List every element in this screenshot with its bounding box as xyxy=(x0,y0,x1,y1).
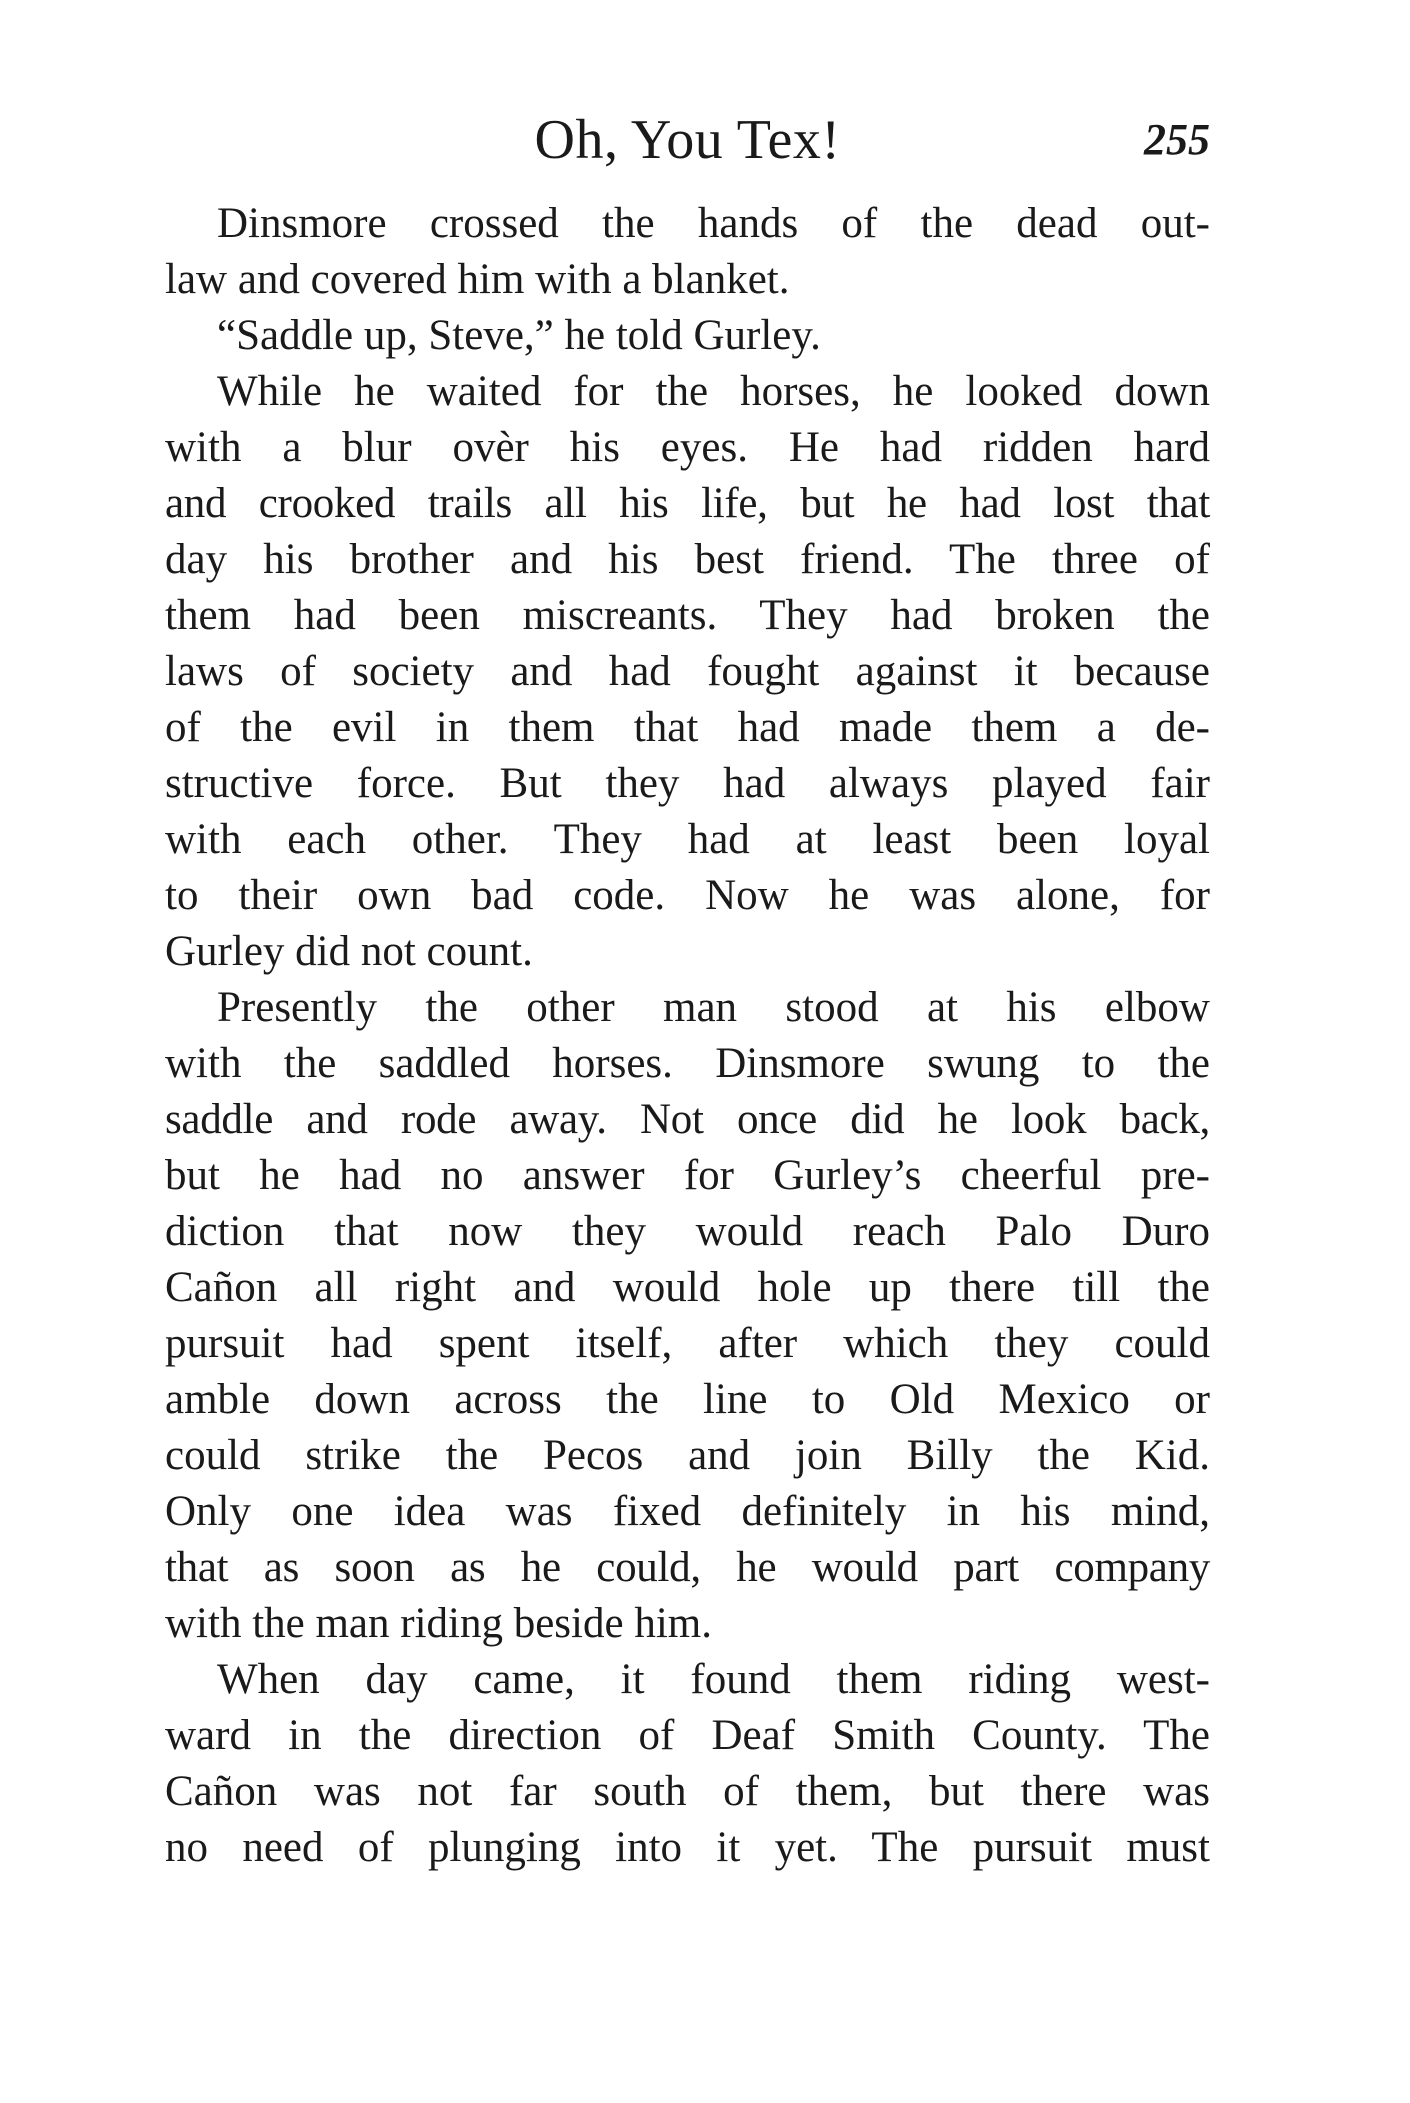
text-line: with a blur ovèr his eyes. He had ridden hard xyxy=(165,424,1210,471)
text-line: amble down across the line to Old Mexico or xyxy=(165,1376,1210,1423)
text-line: Presently the other man stood at his elbow xyxy=(217,984,1210,1031)
text-line: law and covered him with a blanket. xyxy=(165,256,790,303)
text-line: diction that now they would reach Palo Duro xyxy=(165,1208,1210,1255)
running-title: Oh, You Tex! xyxy=(534,109,841,171)
text-line: that as soon as he could, he would part company xyxy=(165,1544,1210,1591)
body-text xyxy=(165,196,1210,1876)
page-number: 255 xyxy=(1144,115,1210,164)
text-line: Gurley did not count. xyxy=(165,928,533,975)
text-line: them had been miscreants. They had broken the xyxy=(165,592,1210,639)
text-line: structive force. But they had always played fair xyxy=(165,760,1210,807)
text-line: ward in the direction of Deaf Smith County. The xyxy=(165,1712,1210,1759)
text-line: to their own bad code. Now he was alone, for xyxy=(165,872,1210,919)
page-header xyxy=(165,100,1210,180)
text-line: While he waited for the horses, he looked down xyxy=(217,368,1210,415)
text-line: laws of society and had fought against it because xyxy=(165,648,1210,695)
text-line: and crooked trails all his life, but he had lost that xyxy=(165,480,1210,527)
text-line: no need of plunging into it yet. The pursuit must xyxy=(165,1824,1210,1871)
text-line: Cañon was not far south of them, but there was xyxy=(165,1768,1210,1815)
text-line: Dinsmore crossed the hands of the dead out- xyxy=(217,200,1210,247)
text-line: day his brother and his best friend. The three of xyxy=(165,536,1210,583)
text-line: pursuit had spent itself, after which they could xyxy=(165,1320,1210,1367)
text-line: but he had no answer for Gurley’s cheerful pre- xyxy=(165,1152,1210,1199)
text-line: “Saddle up, Steve,” he told Gurley. xyxy=(217,312,821,359)
text-line: with the man riding beside him. xyxy=(165,1600,712,1647)
text-line: of the evil in them that had made them a de- xyxy=(165,704,1210,751)
text-line: with each other. They had at least been loyal xyxy=(165,816,1210,863)
text-line: Cañon all right and would hole up there till the xyxy=(165,1264,1210,1311)
text-line: Only one idea was fixed definitely in his mind, xyxy=(165,1488,1210,1535)
text-line: could strike the Pecos and join Billy the Kid. xyxy=(165,1432,1210,1479)
text-line: with the saddled horses. Dinsmore swung to the xyxy=(165,1040,1210,1087)
text-line: When day came, it found them riding west- xyxy=(217,1656,1210,1703)
text-line: saddle and rode away. Not once did he look back, xyxy=(165,1096,1210,1143)
